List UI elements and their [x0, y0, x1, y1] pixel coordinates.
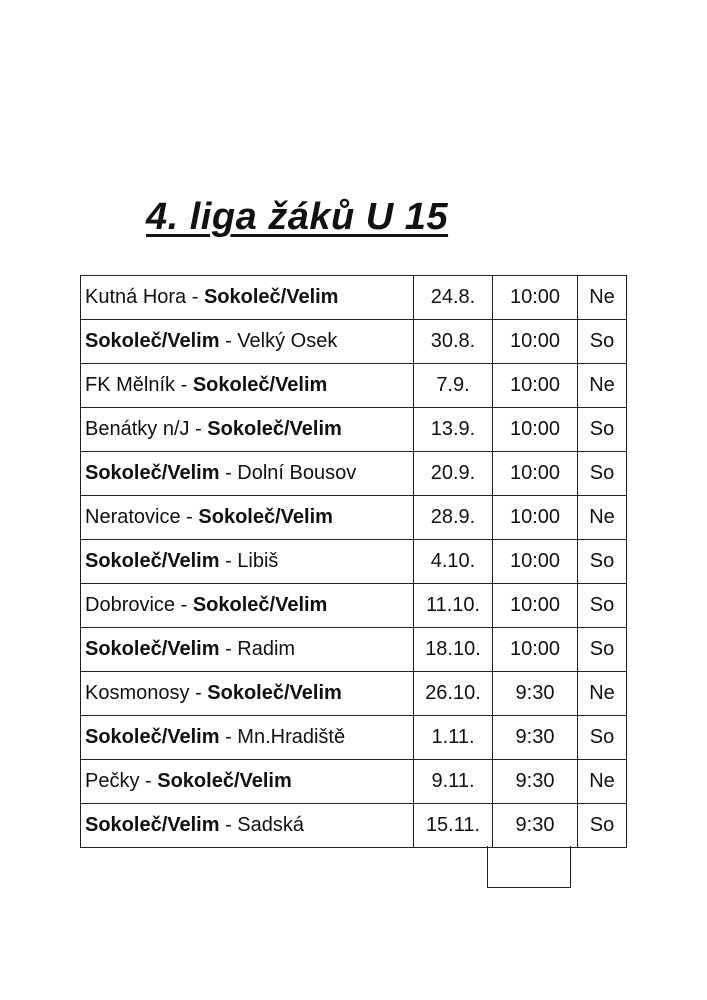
team-separator: -: [219, 814, 238, 836]
match-day: So: [578, 628, 627, 672]
match-time: 10:00: [493, 276, 578, 320]
home-team: Kosmonosy: [85, 682, 190, 704]
away-team: Sadská: [237, 814, 305, 836]
match-day: So: [578, 320, 627, 364]
match-cell: [81, 584, 414, 628]
away-team: Sokoleč/Velim: [203, 286, 339, 308]
away-team: Sokoleč/Velim: [192, 374, 328, 396]
table-row: [81, 408, 627, 452]
match-time: 9:30: [493, 760, 578, 804]
team-separator: -: [219, 726, 238, 748]
match-date: 26.10.: [414, 672, 493, 716]
match-time: 10:00: [493, 540, 578, 584]
away-team: Sokoleč/Velim: [207, 682, 342, 704]
away-team: Sokoleč/Velim: [192, 594, 328, 616]
home-team: Neratovice: [85, 506, 181, 528]
away-team: Libiš: [237, 550, 279, 572]
match-day: So: [578, 452, 627, 496]
home-team: FK Mělník: [85, 374, 176, 396]
match-date: 13.9.: [414, 408, 493, 452]
match-date: 11.10.: [414, 584, 493, 628]
team-separator: -: [219, 550, 238, 572]
away-team: Dolní Bousov: [237, 462, 357, 484]
match-time: 10:00: [493, 452, 578, 496]
team-separator: -: [175, 594, 193, 616]
match-date: 30.8.: [414, 320, 493, 364]
match-day: So: [578, 584, 627, 628]
match-time: 9:30: [493, 804, 578, 848]
team-separator: -: [180, 506, 199, 528]
match-cell: [81, 320, 414, 364]
match-cell: [81, 452, 414, 496]
match-date: 9.11.: [414, 760, 493, 804]
table-row: [81, 320, 627, 364]
match-time: 10:00: [493, 364, 578, 408]
match-time: 10:00: [493, 408, 578, 452]
home-team: Sokoleč/Velim: [85, 814, 220, 836]
match-day: Ne: [578, 276, 627, 320]
match-time: 10:00: [493, 628, 578, 672]
match-cell: [81, 628, 414, 672]
table-row: [81, 276, 627, 320]
table-row: [81, 496, 627, 540]
match-cell: [81, 496, 414, 540]
match-day: So: [578, 716, 627, 760]
away-team: Velký Osek: [237, 330, 338, 352]
match-cell: [81, 716, 414, 760]
home-team: Pečky: [85, 770, 140, 792]
table-row: [81, 628, 627, 672]
team-separator: -: [219, 638, 238, 660]
match-day: Ne: [578, 672, 627, 716]
home-team: Benátky n/J: [85, 418, 190, 440]
away-team: Radim: [237, 638, 296, 660]
match-day: Ne: [578, 496, 627, 540]
match-date: 24.8.: [414, 276, 493, 320]
table-row: [81, 584, 627, 628]
match-day: Ne: [578, 364, 627, 408]
match-date: 1.11.: [414, 716, 493, 760]
match-date: 28.9.: [414, 496, 493, 540]
away-team: Mn.Hradiště: [237, 726, 346, 748]
table-row: [81, 760, 627, 804]
match-time: 9:30: [493, 672, 578, 716]
team-separator: -: [175, 374, 193, 396]
empty-time-cell: [487, 846, 571, 888]
match-cell: [81, 364, 414, 408]
match-schedule-table: [80, 275, 627, 848]
page-title: 4. liga žáků U 15: [146, 196, 449, 238]
table-row: [81, 672, 627, 716]
match-date: 18.10.: [414, 628, 493, 672]
schedule-body: [81, 276, 627, 848]
match-date: 4.10.: [414, 540, 493, 584]
match-time: 10:00: [493, 584, 578, 628]
home-team: Sokoleč/Velim: [85, 638, 220, 660]
match-date: 20.9.: [414, 452, 493, 496]
match-date: 7.9.: [414, 364, 493, 408]
match-time: 10:00: [493, 496, 578, 540]
match-cell: [81, 276, 414, 320]
table-row: [81, 452, 627, 496]
match-day: So: [578, 408, 627, 452]
away-team: Sokoleč/Velim: [207, 418, 342, 440]
table-row: [81, 716, 627, 760]
team-separator: -: [186, 286, 204, 308]
home-team: Dobrovice: [85, 594, 176, 616]
home-team: Kutná Hora: [85, 286, 187, 308]
home-team: Sokoleč/Velim: [85, 550, 220, 572]
team-separator: -: [219, 330, 238, 352]
match-cell: [81, 672, 414, 716]
match-cell: [81, 804, 414, 848]
match-cell: [81, 760, 414, 804]
team-separator: -: [189, 418, 208, 440]
match-time: 10:00: [493, 320, 578, 364]
table-row: [81, 804, 627, 848]
team-separator: -: [139, 770, 158, 792]
home-team: Sokoleč/Velim: [85, 462, 220, 484]
match-cell: [81, 408, 414, 452]
match-day: So: [578, 804, 627, 848]
match-day: Ne: [578, 760, 627, 804]
home-team: Sokoleč/Velim: [85, 726, 220, 748]
table-row: [81, 364, 627, 408]
team-separator: -: [219, 462, 238, 484]
match-date: 15.11.: [414, 804, 493, 848]
home-team: Sokoleč/Velim: [85, 330, 220, 352]
match-day: So: [578, 540, 627, 584]
match-time: 9:30: [493, 716, 578, 760]
away-team: Sokoleč/Velim: [157, 770, 292, 792]
table-row: [81, 540, 627, 584]
match-cell: [81, 540, 414, 584]
team-separator: -: [189, 682, 208, 704]
away-team: Sokoleč/Velim: [198, 506, 333, 528]
